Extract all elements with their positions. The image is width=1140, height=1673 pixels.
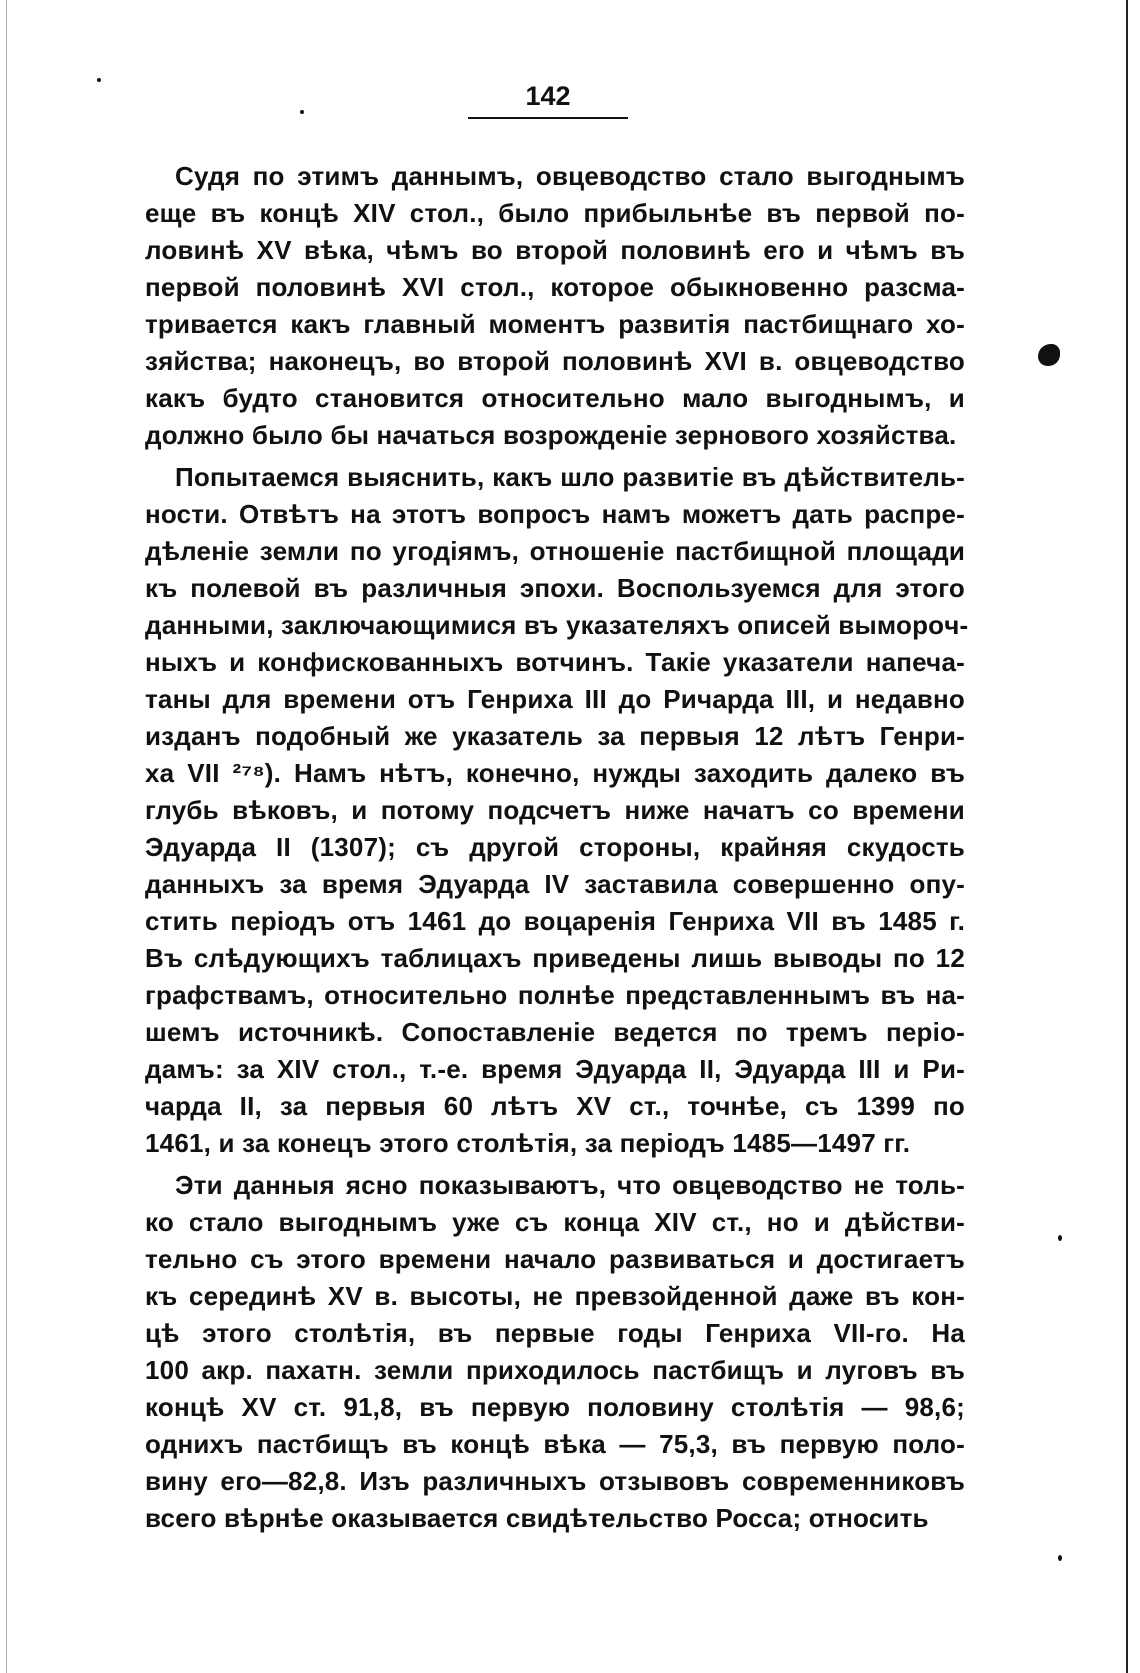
text-line: шемъ источникѣ. Сопоставленіе ведется по тремъ періо-: [145, 1017, 965, 1047]
text-line: 1461, и за конецъ этого столѣтія, за періодъ 1485—1497 гг.: [145, 1128, 911, 1158]
text-line: дамъ: за XIV стол., т.-е. время Эдуарда II, Эдуарда III и Ри-: [145, 1054, 965, 1084]
ink-speck: [97, 78, 101, 82]
page-right-edge: [1126, 0, 1128, 1673]
text-line: должно было бы начаться возрожденіе зернового хозяйства.: [145, 420, 957, 450]
text-line: Эти данныя ясно показываютъ, что овцеводство не толь-: [175, 1170, 965, 1200]
text-line: Судя по этимъ даннымъ, овцеводство стало выгоднымъ: [175, 161, 965, 191]
margin-ink-mark: [1038, 344, 1060, 366]
text-line: какъ будто становится относительно мало выгоднымъ, и: [145, 383, 965, 413]
text-line: Попытаемся выяснить, какъ шло развитіе въ дѣйствитель-: [175, 462, 965, 492]
text-line: ности. Отвѣтъ на этотъ вопросъ намъ можетъ дать распре-: [145, 499, 965, 529]
text-line: дѣленіе земли по угодіямъ, отношеніе пастбищной площади: [145, 536, 965, 566]
text-line: ныхъ и конфискованныхъ вотчинъ. Такіе указатели напеча-: [145, 647, 965, 677]
text-line: ха VII ²⁷⁸). Намъ нѣтъ, конечно, нужды заходить далеко въ: [145, 758, 965, 788]
text-line: данныхъ за время Эдуарда IV заставила совершенно опу-: [145, 869, 965, 899]
text-line: графствамъ, относительно полнѣе представленнымъ въ на-: [145, 980, 965, 1010]
paragraph: [145, 158, 965, 454]
page-number: 142: [525, 81, 571, 111]
ink-speck: [1058, 1555, 1062, 1561]
text-line: ловинѣ XV вѣка, чѣмъ во второй половинѣ его и чѣмъ въ: [145, 235, 965, 265]
text-body: [145, 158, 969, 1537]
text-line: Эдуарда II (1307); съ другой стороны, крайняя скудость: [145, 832, 965, 862]
page-left-edge: [6, 0, 7, 1673]
header-rule: [468, 117, 628, 119]
text-line: таны для времени отъ Генриха III до Ричарда III, и недавно: [145, 684, 965, 714]
ink-speck: [300, 110, 304, 114]
text-line: ко стало выгоднымъ уже съ конца XIV ст., но и дѣйстви-: [145, 1207, 965, 1237]
text-line: къ полевой въ различныя эпохи. Воспользуемся для этого: [145, 573, 965, 603]
text-line: однихъ пастбищъ въ концѣ вѣка — 75,3, въ первую поло-: [145, 1429, 965, 1459]
text-line: къ серединѣ XV в. высоты, не превзойденной даже въ кон-: [145, 1281, 965, 1311]
text-line: всего вѣрнѣе оказывается свидѣтельство Росса; относить: [145, 1503, 929, 1533]
text-line: вину его—82,8. Изъ различныхъ отзывовъ современниковъ: [145, 1466, 965, 1496]
text-line: чарда II, за первыя 60 лѣтъ XV ст., точнѣе, съ 1399 по: [145, 1091, 965, 1121]
text-line: 100 акр. пахатн. земли приходилось пастбищъ и луговъ въ: [145, 1355, 965, 1385]
text-line: еще въ концѣ XIV стол., было прибыльнѣе въ первой по-: [145, 198, 965, 228]
paragraph: [145, 1167, 965, 1537]
text-line: данными, заключающимися въ указателяхъ описей выморoч-: [145, 610, 969, 640]
text-line: зяйства; наконецъ, во второй половинѣ XVI в. овцеводство: [145, 346, 965, 376]
text-line: цѣ этого столѣтія, въ первые годы Генриха VII-го. На: [145, 1318, 965, 1348]
text-line: Въ слѣдующихъ таблицахъ приведены лишь выводы по 12: [145, 943, 965, 973]
text-line: первой половинѣ XVI стол., которое обыкновенно разсма-: [145, 272, 965, 302]
text-line: глубь вѣковъ, и потому подсчетъ ниже начатъ со времени: [145, 795, 965, 825]
ink-speck: [1058, 1235, 1062, 1241]
text-line: тривается какъ главный моментъ развитія пастбищнаго хо-: [145, 309, 965, 339]
text-line: изданъ подобный же указатель за первыя 12 лѣтъ Генри-: [145, 721, 965, 751]
text-line: концѣ XV ст. 91,8, въ первую половину столѣтія — 98,6;: [145, 1392, 965, 1422]
text-line: стить періодъ отъ 1461 до воцаренія Генриха VII въ 1485 г.: [145, 906, 965, 936]
paragraph: [145, 459, 969, 1162]
text-line: тельно съ этого времени начало развиваться и достигаетъ: [145, 1244, 965, 1274]
